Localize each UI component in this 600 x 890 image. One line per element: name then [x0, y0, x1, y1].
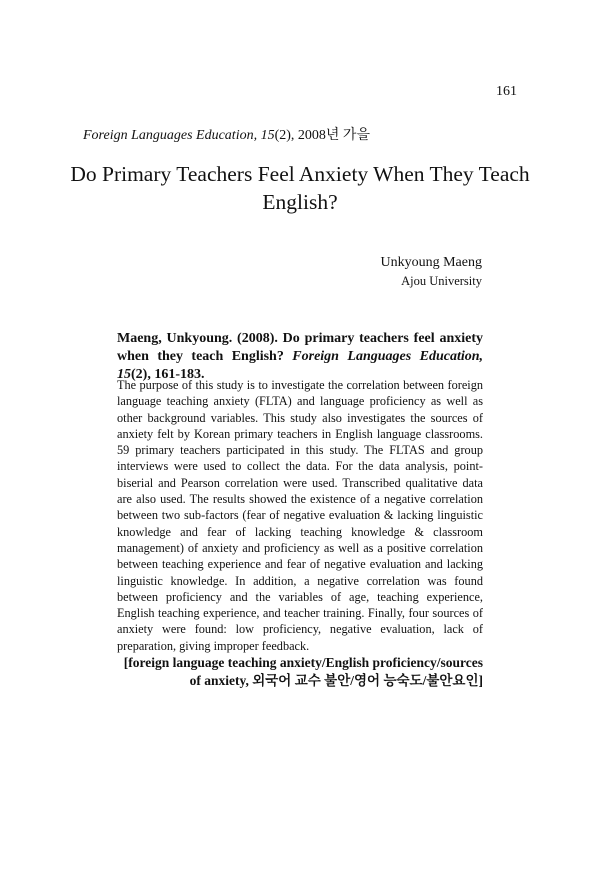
- author-name: Unkyoung Maeng: [380, 255, 482, 270]
- citation: [117, 330, 483, 384]
- page-number: 161: [496, 84, 517, 99]
- journal-volume: 15: [260, 128, 275, 143]
- journal-name: Foreign Languages Education,: [83, 128, 258, 143]
- keywords: [foreign language teaching anxiety/English proficiency/sources of anxiety, 외국어 교수 불안/영어 능숙도/불안요인]: [123, 655, 483, 688]
- journal-header: [83, 124, 370, 144]
- abstract: The purpose of this study is to investigate the correlation between foreign language teaching anxiety (FLTA) and language proficiency as well as other background variables. This study also investigates the sources of anxiety felt by Korean primary teachers in English language classrooms. 59 primary teachers participated in this study. The FLTAS and group interviews were used to collect the data. For the data analysis, point-biserial and Pearson correlation were used. Transcribed qualitative data are also used. The results showed the existence of a negative correlation between two sub-factors (fear of negative evaluation & lacking linguistic knowledge and fear of lacking teaching knowledge & classroom management) of anxiety and proficiency as well as a positive correlation between teaching experience and fear of negative evaluation and lacking linguistic knowledge. In addition, a negative correlation was found between proficiency and the variables of age, teaching experience, English teaching experience, and teacher training. Finally, four sources of anxiety were found: low proficiency, negative evaluation, lack of preparation, giving improper feedback.: [117, 378, 483, 653]
- citation-volume: 15: [117, 367, 131, 382]
- author-affiliation: Ajou University: [401, 274, 482, 288]
- citation-journal: Foreign Languages Education,: [292, 349, 484, 364]
- citation-pages: (2), 161-183.: [131, 367, 205, 382]
- paper-title: Do Primary Teachers Feel Anxiety When They Teach English?: [70, 162, 530, 214]
- journal-issue-year: (2), 2008년 가을: [274, 128, 370, 143]
- citation-text: Maeng, Unkyoung. (2008). Do primary teachers feel anxiety when they teach English?: [117, 331, 483, 364]
